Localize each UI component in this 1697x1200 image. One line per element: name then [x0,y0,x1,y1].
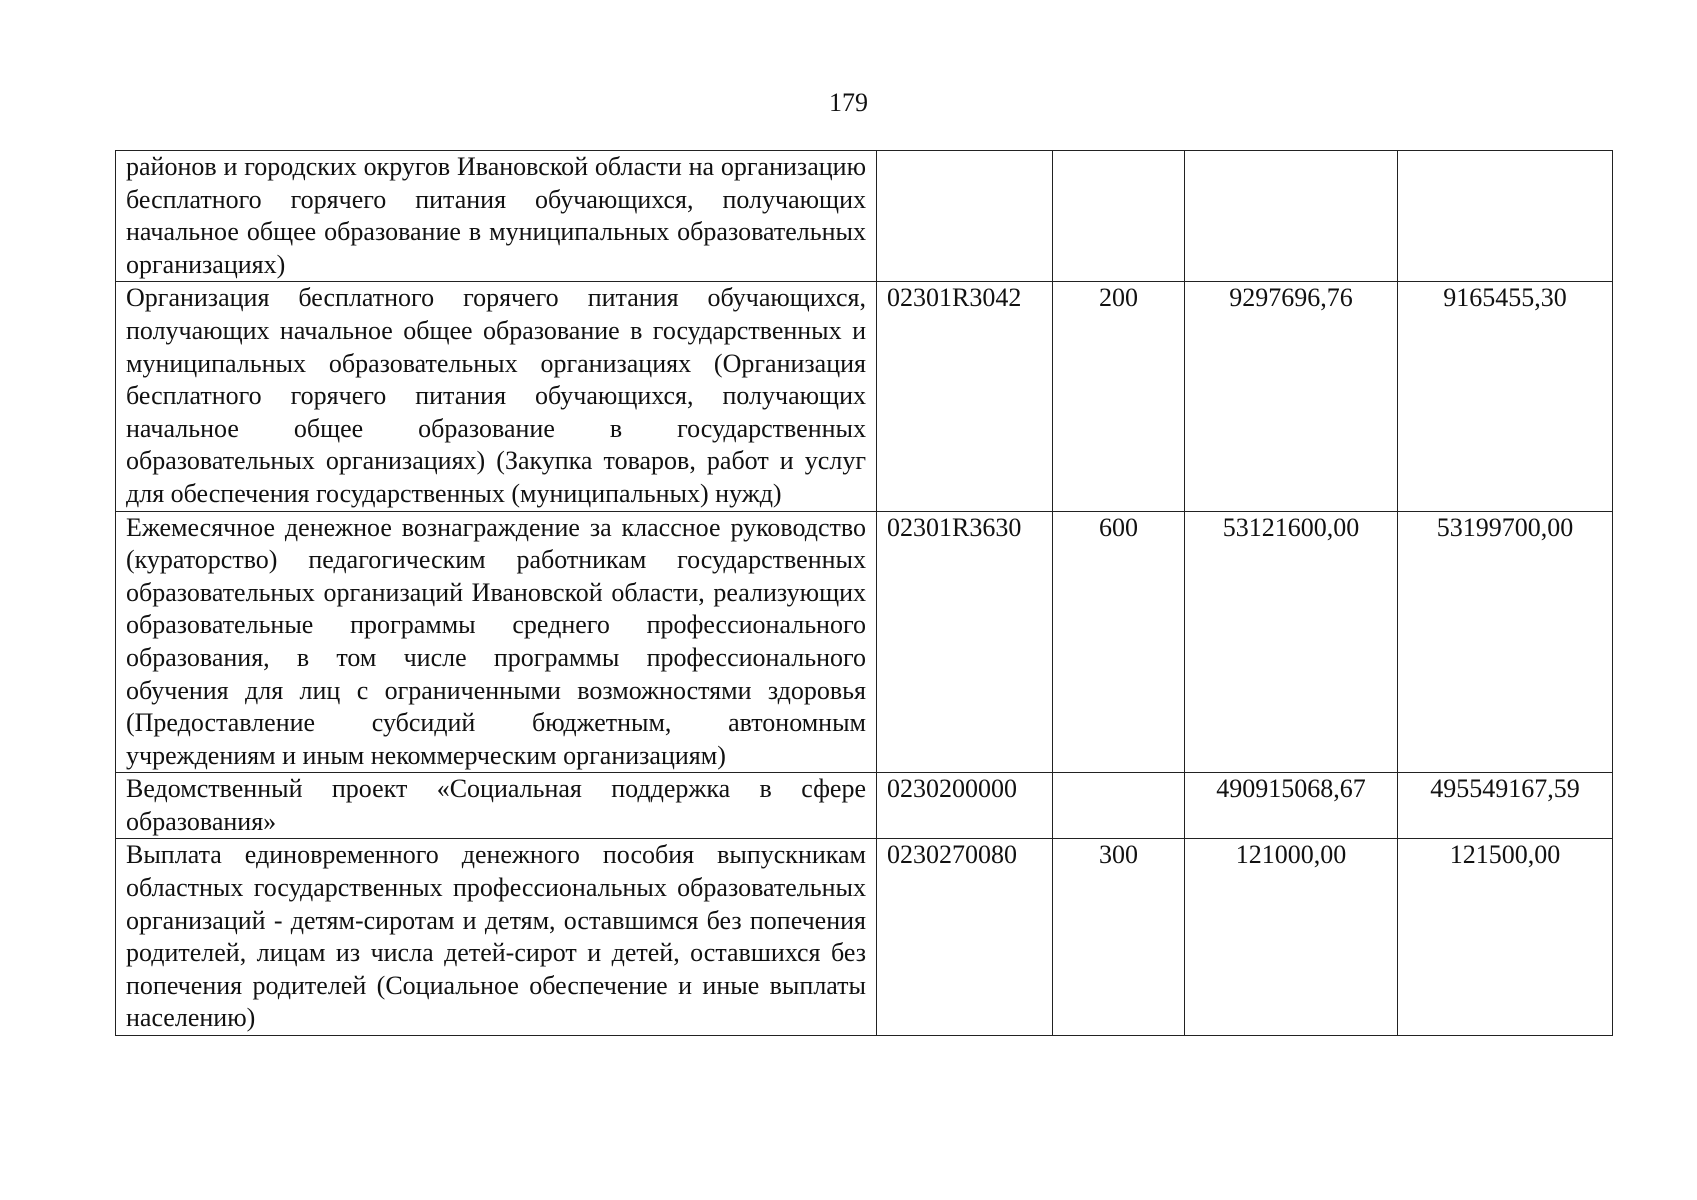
row-amount-year2: 9165455,30 [1398,282,1613,511]
row-expense-type: 200 [1053,282,1185,511]
row-expense-type [1053,151,1185,282]
row-description: Организация бесплатного горячего питания обучающихся, получающих начальное общее образование в государственных и муниципальных образовательных организациях (Организация бесплатного горячего питания обучающихся, получающих начальное общее образование в государственных образовательных организациях) (Закупка товаров, работ и услуг для обеспечения государственных (муниципальных) нужд) [116,282,877,511]
table-row [116,511,1613,773]
row-description: Ежемесячное денежное вознаграждение за классное руководство (кураторство) педагогическим работникам государственных образовательных организаций Ивановской области, реализующих образовательные программы среднего профессионального образования, в том числе программы профессионального обучения для лиц с ограниченными возможностями здоровья (Предоставление субсидий бюджетным, автономным учреждениям и иным некоммерческим организациям) [116,511,877,773]
row-description: Выплата единовременного денежного пособия выпускникам областных государственных профессиональных образовательных организаций - детям-сиротам и детям, оставшимся без попечения родителей, лицам из числа детей-сирот и детей, оставшихся без попечения родителей (Социальное обеспечение и иные выплаты населению) [116,839,877,1036]
table-row [116,282,1613,511]
row-target-code [877,151,1053,282]
row-amount-year1: 9297696,76 [1185,282,1398,511]
row-amount-year2: 53199700,00 [1398,511,1613,773]
row-amount-year1: 490915068,67 [1185,773,1398,839]
budget-table [115,150,1613,1036]
page-number: 179 [829,88,868,117]
row-target-code: 02301R3630 [877,511,1053,773]
row-expense-type: 600 [1053,511,1185,773]
row-amount-year1 [1185,151,1398,282]
row-amount-year1: 121000,00 [1185,839,1398,1036]
row-description: Ведомственный проект «Социальная поддержка в сфере образования» [116,773,877,839]
row-amount-year1: 53121600,00 [1185,511,1398,773]
row-target-code: 0230270080 [877,839,1053,1036]
row-amount-year2: 495549167,59 [1398,773,1613,839]
table-row [116,151,1613,282]
row-description: районов и городских округов Ивановской области на организацию бесплатного горячего питания обучающихся, получающих начальное общее образование в муниципальных образовательных организациях) [116,151,877,282]
row-target-code: 0230200000 [877,773,1053,839]
row-expense-type: 300 [1053,839,1185,1036]
row-expense-type [1053,773,1185,839]
table-row [116,839,1613,1036]
row-amount-year2 [1398,151,1613,282]
row-target-code: 02301R3042 [877,282,1053,511]
row-amount-year2: 121500,00 [1398,839,1613,1036]
table-row [116,773,1613,839]
